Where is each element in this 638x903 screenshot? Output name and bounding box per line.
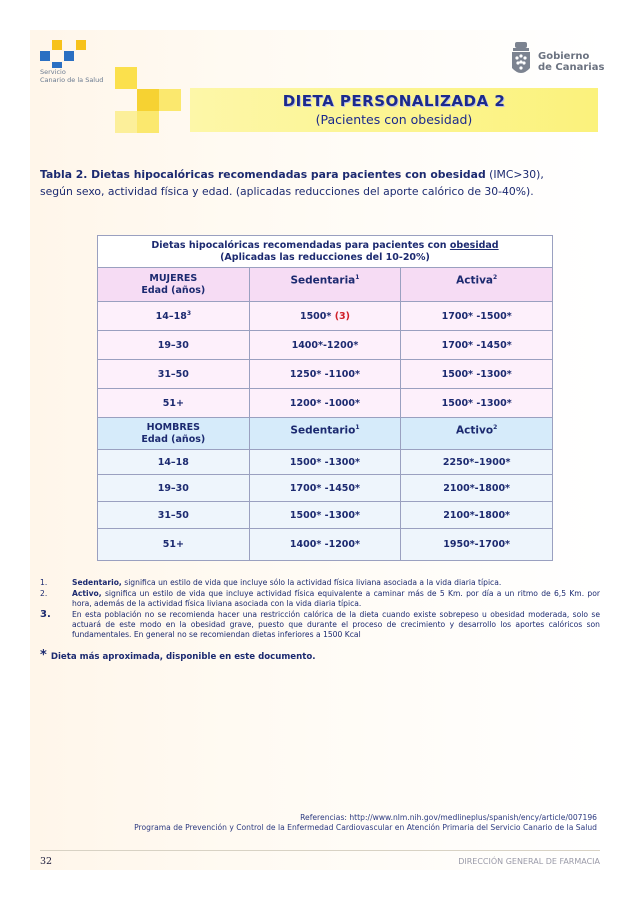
footnote-term: Activo,: [72, 589, 102, 598]
footnote-number: 3.: [40, 609, 51, 620]
scs-logo-line: Canario de la Salud: [40, 76, 104, 84]
age-sup: 3: [186, 309, 191, 317]
footnote-text: En esta población no se recomienda hacer una restricción calórica de la dieta cuando existe sobrepeso u obesidad moderada, solo se actuará de este modo en la obesidad grave, puesto que durante el proceso de crecimiento y desarrollo los aportes calóricos son fundamentales. En general no se recomiendan dietas inferiores a 1500 Kcal: [72, 610, 600, 639]
col-sup: 1: [355, 274, 360, 281]
gobierno-logo-line: de Canarias: [538, 62, 605, 73]
women-col-sedentary: [249, 268, 401, 302]
age-cell: 14–18: [98, 450, 250, 475]
active-cell: 1700* -1450*: [401, 331, 553, 360]
department-name: DIRECCIÓN GENERAL DE FARMACIA: [458, 857, 600, 866]
col-label: Sedentario: [290, 424, 356, 437]
sedentary-cell: 1400*-1200*: [249, 331, 401, 360]
scs-logo-text: [40, 68, 103, 84]
gobierno-crest-icon: [510, 42, 532, 80]
caption-line2: (Aplicadas las reducciones del 10-20%): [220, 251, 430, 263]
men-header: [98, 418, 250, 450]
men-age-label: Edad (años): [141, 433, 206, 445]
age-cell: 51+: [98, 389, 250, 418]
intro-rest: (IMC>30),: [485, 168, 544, 181]
footnote-number: 2.: [40, 589, 48, 598]
men-col-sedentary: [249, 418, 401, 450]
page-subtitle: (Pacientes con obesidad): [315, 112, 473, 127]
asterisk-icon: *: [40, 648, 47, 663]
active-cell: 1700* -1500*: [401, 302, 553, 331]
sedentary-cell: 1700* -1450*: [249, 475, 401, 502]
caption-underlined: obesidad: [449, 239, 499, 251]
active-cell: 2100*-1800*: [401, 502, 553, 529]
footer-divider: [40, 850, 600, 851]
col-label: Activo: [456, 424, 494, 437]
gobierno-logo-text: [538, 51, 604, 73]
active-cell: 1500* -1300*: [401, 360, 553, 389]
gobierno-logo-line: Gobierno: [538, 51, 590, 62]
active-cell: 2250*–1900*: [401, 450, 553, 475]
footnote-text: significa un estilo de vida que incluye actividad física equivalente a caminar más de 5 Km. por día a un ritmo de 6,5 Km. por hora, además de la actividad física liviana asociada con la vida diaria típica.: [72, 589, 600, 608]
age-value: 14–18: [155, 311, 187, 323]
age-cell: 19–30: [98, 331, 250, 360]
active-cell: 1500* -1300*: [401, 389, 553, 418]
star-note-text: Dieta más aproximada, disponible en este documento.: [50, 652, 316, 662]
men-col-active: [401, 418, 553, 450]
footnote-number: 1.: [40, 578, 48, 587]
references: [40, 813, 597, 833]
footnotes: [40, 578, 600, 641]
sed-note: (3): [334, 310, 350, 322]
col-sup: 1: [355, 424, 360, 431]
age-cell: 19–30: [98, 475, 250, 502]
age-cell: [98, 302, 250, 331]
men-label: HOMBRES: [146, 421, 200, 433]
footnote: [40, 610, 600, 640]
table-row: [98, 475, 553, 502]
table-row: [98, 302, 553, 331]
page-title: DIETA PERSONALIZADA 2: [282, 92, 506, 110]
sedentary-cell: 1200* -1000*: [249, 389, 401, 418]
table-row: [98, 360, 553, 389]
sed-value: 1500*: [299, 310, 332, 322]
diet-table: [97, 235, 553, 561]
sedentary-cell: 1400* -1200*: [249, 529, 401, 561]
intro-line2: según sexo, actividad física y edad. (aplicadas reducciones del aporte calórico de 30-40%).: [40, 185, 534, 198]
table-row: [98, 529, 553, 561]
active-cell: 2100*-1800*: [401, 475, 553, 502]
women-col-active: [401, 268, 553, 302]
age-cell: 31–50: [98, 360, 250, 389]
table-row: [98, 450, 553, 475]
caption-text: Dietas hipocalóricas recomendadas para pacientes con: [151, 239, 450, 251]
intro-bold: Tabla 2. Dietas hipocalóricas recomendadas para pacientes con obesidad: [40, 168, 486, 181]
sedentary-cell: 1500* -1300*: [249, 450, 401, 475]
women-header: [98, 268, 250, 302]
age-cell: 31–50: [98, 502, 250, 529]
sedentary-cell: [249, 302, 401, 331]
footnote: [40, 578, 600, 588]
col-label: Activa: [456, 274, 494, 287]
footnote-text: significa un estilo de vida que incluye sólo la actividad física liviana asociada a la vida diaria típica.: [121, 578, 502, 587]
scs-logo-line: Servicio: [40, 68, 66, 76]
star-note: [40, 648, 316, 663]
age-cell: 51+: [98, 529, 250, 561]
program-name: Programa de Prevención y Control de la Enfermedad Cardiovascular en Atención Primaria del Servicio Canario de la Salud: [134, 823, 597, 832]
women-age-label: Edad (años): [141, 284, 206, 296]
footnote: [40, 589, 600, 609]
col-sup: 2: [493, 424, 498, 431]
table-intro: [40, 166, 605, 200]
sedentary-cell: 1250* -1100*: [249, 360, 401, 389]
col-sup: 2: [493, 274, 498, 281]
table-row: [98, 389, 553, 418]
active-cell: 1950*-1700*: [401, 529, 553, 561]
page-number: 32: [40, 856, 53, 867]
table-row: [98, 502, 553, 529]
table-row: [98, 331, 553, 360]
references-link[interactable]: Referencias: http://www.nlm.nih.gov/medlineplus/spanish/ency/article/007196: [300, 813, 597, 822]
col-label: Sedentaria: [290, 274, 356, 287]
footnote-term: Sedentario,: [72, 578, 122, 587]
table-caption: [98, 236, 553, 268]
sedentary-cell: 1500* -1300*: [249, 502, 401, 529]
women-label: MUJERES: [149, 272, 198, 284]
